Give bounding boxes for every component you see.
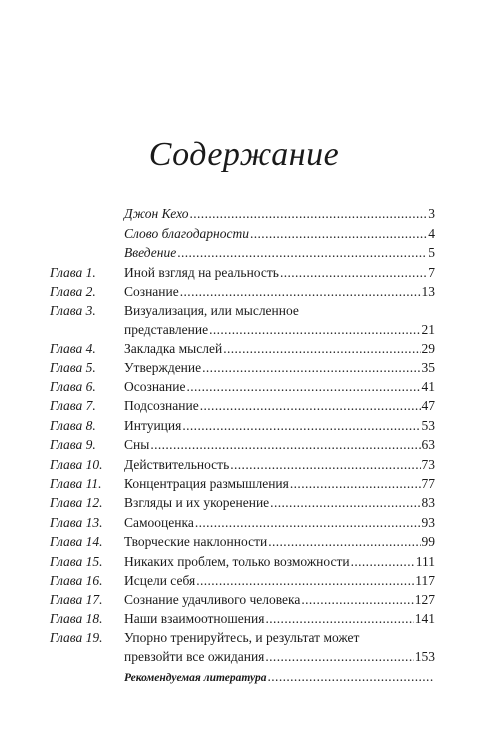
toc-entry-title: Никаких проблем, только возможности bbox=[124, 554, 350, 569]
toc-entry-title: Утверждение bbox=[124, 360, 202, 375]
toc-entry-page: 5 bbox=[428, 245, 435, 260]
chapter-number: Глава 13. bbox=[50, 515, 103, 530]
toc-line[interactable] bbox=[124, 534, 435, 550]
toc-entry-page: 35 bbox=[421, 360, 435, 375]
toc-entry-title: Введение bbox=[124, 245, 177, 260]
toc-entry-title-line2: превзойти все ожидания bbox=[124, 649, 265, 664]
dot-leader bbox=[209, 322, 420, 338]
dot-leader bbox=[268, 534, 420, 550]
toc-entry-title: Слово благодарности bbox=[124, 226, 249, 241]
dot-leader bbox=[301, 592, 413, 608]
toc-entry-title: Сознание bbox=[124, 284, 179, 299]
toc-entry-title: Подсознание bbox=[124, 398, 199, 413]
toc-entry-title: Творческие наклонности bbox=[124, 534, 268, 549]
dot-leader bbox=[265, 649, 413, 665]
chapter-number: Глава 18. bbox=[50, 611, 103, 626]
toc-entry-title: Самооценка bbox=[124, 515, 194, 530]
dot-leader bbox=[189, 206, 427, 222]
toc-line[interactable] bbox=[124, 398, 435, 414]
toc-entry-title: Осознание bbox=[124, 379, 186, 394]
dot-leader bbox=[186, 379, 420, 395]
toc-line[interactable] bbox=[124, 341, 435, 357]
toc-line[interactable] bbox=[124, 495, 435, 511]
dot-leader bbox=[200, 398, 421, 414]
toc-entry-page: 127 bbox=[414, 592, 435, 607]
page-title: Содержание bbox=[148, 136, 340, 173]
toc-entry-title: Взгляды и их укоренение bbox=[124, 495, 270, 510]
toc-line[interactable] bbox=[124, 669, 435, 686]
toc-entry-page: 29 bbox=[421, 341, 435, 356]
toc-line[interactable] bbox=[124, 515, 435, 531]
toc-entry-title: Действительность bbox=[124, 457, 230, 472]
chapter-number: Глава 19. bbox=[50, 630, 103, 645]
toc-line[interactable] bbox=[124, 592, 435, 608]
chapter-number: Глава 11. bbox=[50, 476, 102, 491]
chapter-number: Глава 9. bbox=[50, 437, 96, 452]
chapter-number: Глава 4. bbox=[50, 341, 96, 356]
toc-entry-page: 77 bbox=[421, 476, 435, 491]
toc-entry-page: 7 bbox=[428, 265, 435, 280]
toc-entry-page: 99 bbox=[421, 534, 435, 549]
chapter-number: Глава 6. bbox=[50, 379, 96, 394]
toc-line[interactable] bbox=[124, 476, 435, 492]
dot-leader bbox=[180, 284, 421, 300]
dot-leader bbox=[265, 611, 413, 627]
toc-entry-title: Сознание удачливого человека bbox=[124, 592, 301, 607]
toc-line[interactable] bbox=[124, 554, 435, 570]
dot-leader bbox=[195, 515, 421, 531]
toc-entry-page: 83 bbox=[421, 495, 435, 510]
chapter-number: Глава 8. bbox=[50, 418, 96, 433]
dot-leader bbox=[196, 573, 414, 589]
toc-entry-title: Исцели себя bbox=[124, 573, 196, 588]
toc-line[interactable] bbox=[124, 226, 435, 242]
dot-leader bbox=[202, 360, 420, 376]
toc-entry-page: 41 bbox=[421, 379, 435, 394]
toc-line[interactable] bbox=[124, 284, 435, 300]
toc-entry-title: Джон Кехо bbox=[124, 206, 189, 221]
dot-leader bbox=[250, 226, 427, 242]
chapter-number: Глава 2. bbox=[50, 284, 96, 299]
toc-entry-title-line1[interactable]: Визуализация, или мысленное bbox=[124, 303, 299, 318]
dot-leader bbox=[268, 669, 435, 685]
dot-leader bbox=[280, 265, 427, 281]
toc-entry-page: 93 bbox=[421, 515, 435, 530]
toc-entry-title: Рекомендуемая литература bbox=[124, 672, 267, 684]
toc-line[interactable] bbox=[124, 573, 435, 589]
dot-leader bbox=[223, 341, 420, 357]
toc-line[interactable] bbox=[124, 322, 435, 338]
toc-entry-page: 4 bbox=[428, 226, 435, 241]
toc-line[interactable] bbox=[124, 206, 435, 222]
chapter-number: Глава 3. bbox=[50, 303, 96, 318]
toc-entry-page: 117 bbox=[415, 573, 435, 588]
toc-entry-title: Концентрация размышления bbox=[124, 476, 289, 491]
toc-entry-title: Интуиция bbox=[124, 418, 182, 433]
toc-line[interactable] bbox=[124, 457, 435, 473]
toc-line[interactable] bbox=[124, 360, 435, 376]
chapter-number: Глава 7. bbox=[50, 398, 96, 413]
toc-line[interactable] bbox=[124, 611, 435, 627]
chapter-number: Глава 12. bbox=[50, 495, 103, 510]
toc-line[interactable] bbox=[124, 437, 435, 453]
toc-entry-page: 3 bbox=[428, 206, 435, 221]
toc-entry-title: Сны bbox=[124, 437, 150, 452]
chapter-number: Глава 5. bbox=[50, 360, 96, 375]
dot-leader bbox=[290, 476, 421, 492]
toc-line[interactable] bbox=[124, 418, 435, 434]
toc-entry-page: 21 bbox=[421, 322, 435, 337]
chapter-number: Глава 15. bbox=[50, 554, 103, 569]
chapter-number: Глава 16. bbox=[50, 573, 103, 588]
toc-entry-page: 153 bbox=[414, 649, 435, 664]
toc-entry-page: 111 bbox=[415, 554, 435, 569]
dot-leader bbox=[182, 418, 420, 434]
toc-line[interactable] bbox=[124, 265, 435, 281]
toc-entry-page: 141 bbox=[414, 611, 435, 626]
dot-leader bbox=[230, 457, 420, 473]
toc-line[interactable] bbox=[124, 379, 435, 395]
dot-leader bbox=[177, 245, 427, 261]
chapter-number: Глава 17. bbox=[50, 592, 103, 607]
toc-entry-title: Закладка мыслей bbox=[124, 341, 223, 356]
toc-line[interactable] bbox=[124, 245, 435, 261]
toc-entry-page: 73 bbox=[421, 457, 435, 472]
toc-entry-page: 53 bbox=[421, 418, 435, 433]
toc-entry-page: 63 bbox=[421, 437, 435, 452]
toc-entry-title-line2: представление bbox=[124, 322, 209, 337]
toc-entry-page: 47 bbox=[421, 398, 435, 413]
toc-entry-title: Наши взаимоотношения bbox=[124, 611, 265, 626]
chapter-number: Глава 10. bbox=[50, 457, 103, 472]
dot-leader bbox=[351, 554, 415, 570]
chapter-number: Глава 14. bbox=[50, 534, 103, 549]
dot-leader bbox=[270, 495, 420, 511]
toc-entry-title-line1[interactable]: Упорно тренируйтесь, и результат может bbox=[124, 630, 360, 645]
toc-line[interactable] bbox=[124, 649, 435, 665]
toc-entry-page: 13 bbox=[421, 284, 435, 299]
dot-leader bbox=[150, 437, 420, 453]
chapter-number: Глава 1. bbox=[50, 265, 96, 280]
toc-entry-title: Иной взгляд на реальность bbox=[124, 265, 279, 280]
